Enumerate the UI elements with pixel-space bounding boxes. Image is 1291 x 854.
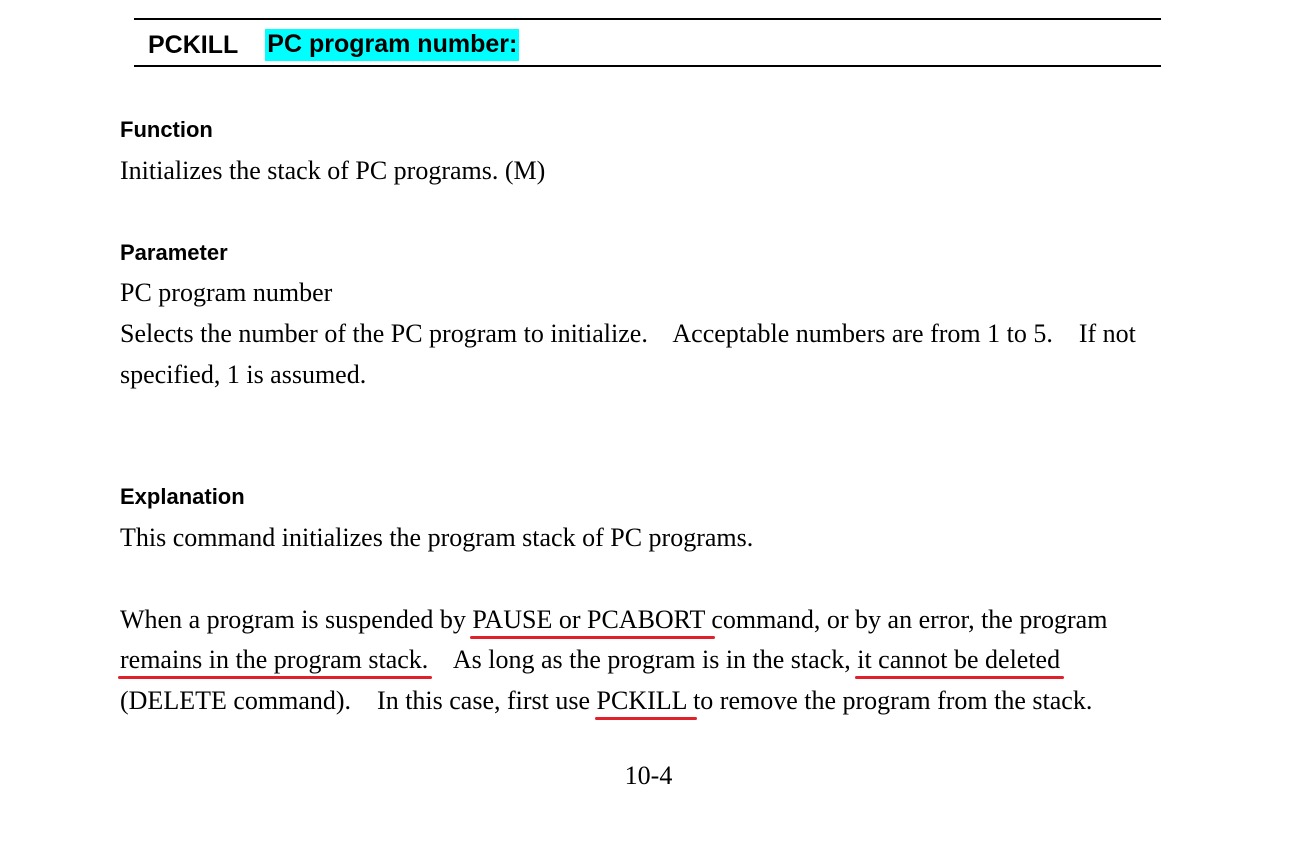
command-header <box>148 28 519 62</box>
red-underline-pckill: PCKILL <box>596 686 694 715</box>
parameter-name: PC program number <box>120 278 333 307</box>
header-rule-top <box>134 18 1161 20</box>
explanation-heading: Explanation <box>120 484 245 509</box>
command-name: PCKILL <box>148 30 239 59</box>
para-text: (DELETE command). In this case, first use <box>120 686 597 715</box>
explanation-para2-line3 <box>120 685 1092 717</box>
red-underline-cannot-be-deleted: it cannot be deleted <box>857 645 1061 674</box>
para-text: As long as the program is in the stack, <box>428 645 858 674</box>
para-text: to remove the program from the stack. <box>693 686 1093 715</box>
function-heading: Function <box>120 117 213 142</box>
red-underline-remains-in-stack: remains in the program stack. <box>120 645 429 674</box>
explanation-para2-line2 <box>120 644 1060 676</box>
para-text: command, or by an error, the program <box>711 605 1108 634</box>
red-underline-pause-pcabort: PAUSE or PCABORT <box>472 605 712 634</box>
parameter-desc-line2: specified, 1 is assumed. <box>120 360 367 389</box>
command-parameter-highlight: PC program number: <box>265 29 519 61</box>
page-number: 10-4 <box>624 761 673 790</box>
function-text: Initializes the stack of PC programs. (M) <box>120 156 546 185</box>
para-text: When a program is suspended by <box>120 605 473 634</box>
parameter-desc-line1: Selects the number of the PC program to initialize. Acceptable numbers are from 1 to 5. If not <box>120 319 1136 348</box>
explanation-para2-line1 <box>120 604 1107 636</box>
explanation-line1: This command initializes the program stack of PC programs. <box>120 523 754 552</box>
header-rule-bottom <box>134 65 1161 67</box>
parameter-heading: Parameter <box>120 240 228 265</box>
